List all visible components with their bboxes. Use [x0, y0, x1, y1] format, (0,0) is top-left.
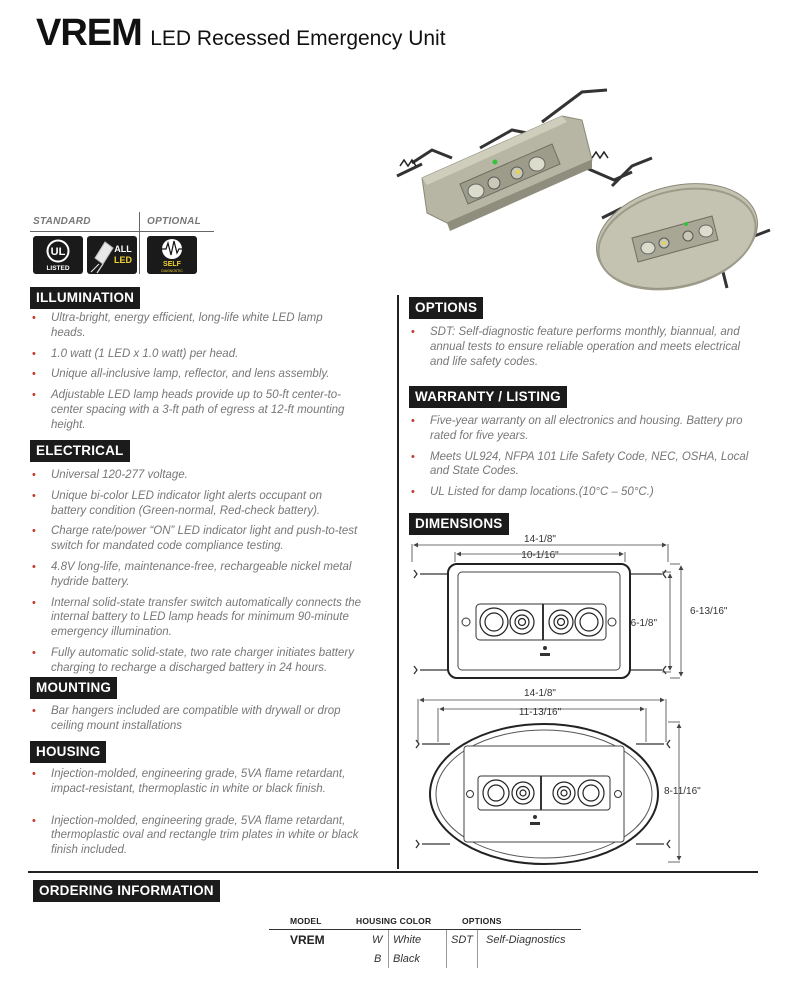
rect-outer-height-label: 6-13/16" [690, 606, 728, 617]
housing-heading: HOUSING [30, 741, 106, 763]
list-item: • Injection-molded, engineering grade, 5VA flame retardant, thermoplastic oval and rectangle trim plates in white or black finish included. [30, 814, 386, 858]
electrical-list [30, 468, 390, 676]
option-code-sdt: SDT [451, 934, 473, 946]
housing-list [30, 767, 390, 858]
svg-text:SELF: SELF [163, 261, 181, 268]
rect-inner-width-label: 10-1/16" [521, 550, 559, 561]
ul-listed-badge [33, 236, 83, 274]
list-item: • Five-year warranty on all electronics and housing. Battery pro rated for five years. [409, 414, 749, 444]
column-header-model: MODEL [290, 916, 322, 926]
color-code-white: W [372, 934, 383, 946]
electrical-heading: ELECTRICAL [30, 440, 130, 462]
oval-inner-width-label: 11-13/16" [518, 707, 562, 718]
list-item: • SDT: Self-diagnostic feature performs monthly, biannual, and annual tests to ensure reliable operation and meets electrical and life safety codes. [409, 325, 747, 369]
svg-text:DIAGNOSTIC: DIAGNOSTIC [161, 269, 183, 273]
color-name-white: White [393, 934, 422, 946]
page-title [36, 12, 446, 55]
ordering-heading: ORDERING INFORMATION [33, 880, 220, 902]
mounting-heading: MOUNTING [30, 677, 117, 699]
list-item: • 1.0 watt (1 LED x 1.0 watt) per head. [30, 347, 380, 362]
option-name-sdt: Self-Diagnostics [486, 934, 566, 946]
list-item: • Meets UL924, NFPA 101 Life Safety Code, NEC, OSHA, Local and State Codes. [409, 450, 749, 480]
ordering-model: VREM [290, 933, 325, 947]
self-diagnostic-icon [147, 236, 197, 274]
optional-label: OPTIONAL [147, 216, 202, 227]
warranty-list [409, 414, 759, 500]
list-item: • Internal solid-state transfer switch automatically connects the internal battery to LED lamp heads for minimum 90-minute emergency illumination. [30, 596, 378, 640]
mounting-list [30, 704, 380, 734]
product-photo [392, 88, 784, 296]
color-code-black: B [374, 953, 382, 965]
svg-text:LISTED: LISTED [46, 265, 70, 272]
model-name: VREM [36, 12, 142, 54]
list-item: • Unique all-inclusive lamp, reflector, and lens assembly. [30, 367, 380, 382]
standard-label: STANDARD [33, 216, 91, 227]
illumination-heading: ILLUMINATION [30, 287, 140, 309]
led-bulb-icon [87, 236, 137, 274]
dimensions-heading: DIMENSIONS [409, 513, 509, 535]
list-item: • Adjustable LED lamp heads provide up to 50-ft center-to-center spacing with a 3-ft path of egress at 12-ft mounting height. [30, 388, 368, 432]
rect-outer-width-label: 14-1/8" [524, 534, 556, 545]
self-diagnostic-badge [147, 236, 197, 274]
svg-text:ALL: ALL [114, 244, 132, 254]
options-list [409, 325, 759, 369]
column-header-options: OPTIONS [462, 916, 502, 926]
list-item: • Unique bi-color LED indicator light alerts occupant on battery condition (Green-normal, Red-check battery). [30, 489, 358, 519]
list-item: • Ultra-bright, energy efficient, long-life white LED lamp heads. [30, 311, 330, 341]
ul-icon [33, 236, 83, 274]
all-led-badge [87, 236, 137, 274]
lamp-head-icon [468, 184, 484, 198]
svg-text:LED: LED [114, 255, 132, 265]
rect-inner-height-label: 6-1/8" [630, 618, 657, 629]
oval-unit-drawing [416, 724, 670, 864]
options-heading: OPTIONS [409, 297, 483, 319]
oval-height-label: 8-11/16" [664, 786, 701, 797]
svg-text:UL: UL [50, 246, 66, 258]
indicator-led-icon [493, 160, 498, 165]
list-item: • 4.8V long-life, maintenance-free, rechargeable nickel metal hydride battery. [30, 560, 386, 590]
rect-unit-drawing [414, 564, 666, 678]
list-item: • Bar hangers included are compatible with drywall or drop ceiling mount installations [30, 704, 370, 734]
list-item: • Charge rate/power “ON” LED indicator light and push-to-test switch for mandated code compliance testing. [30, 524, 390, 554]
column-header-housing-color: HOUSING COLOR [356, 916, 432, 926]
warranty-heading: WARRANTY / LISTING [409, 386, 567, 408]
dimensions-drawing [400, 532, 728, 872]
product-description: LED Recessed Emergency Unit [150, 27, 446, 50]
list-item: • Universal 120-277 voltage. [30, 468, 390, 483]
color-name-black: Black [393, 953, 420, 965]
oval-outer-width-label: 14-1/8" [524, 688, 556, 699]
list-item: • Fully automatic solid-state, two rate charger initiates battery charging to recharge a discharged battery in 24 hours. [30, 646, 390, 676]
list-item: • Injection-molded, engineering grade, 5VA flame retardant, impact-resistant, thermoplastic in white or black finish. [30, 767, 370, 797]
illumination-list [30, 311, 380, 433]
list-item: • UL Listed for damp locations.(10°C – 50°C.) [409, 485, 759, 500]
